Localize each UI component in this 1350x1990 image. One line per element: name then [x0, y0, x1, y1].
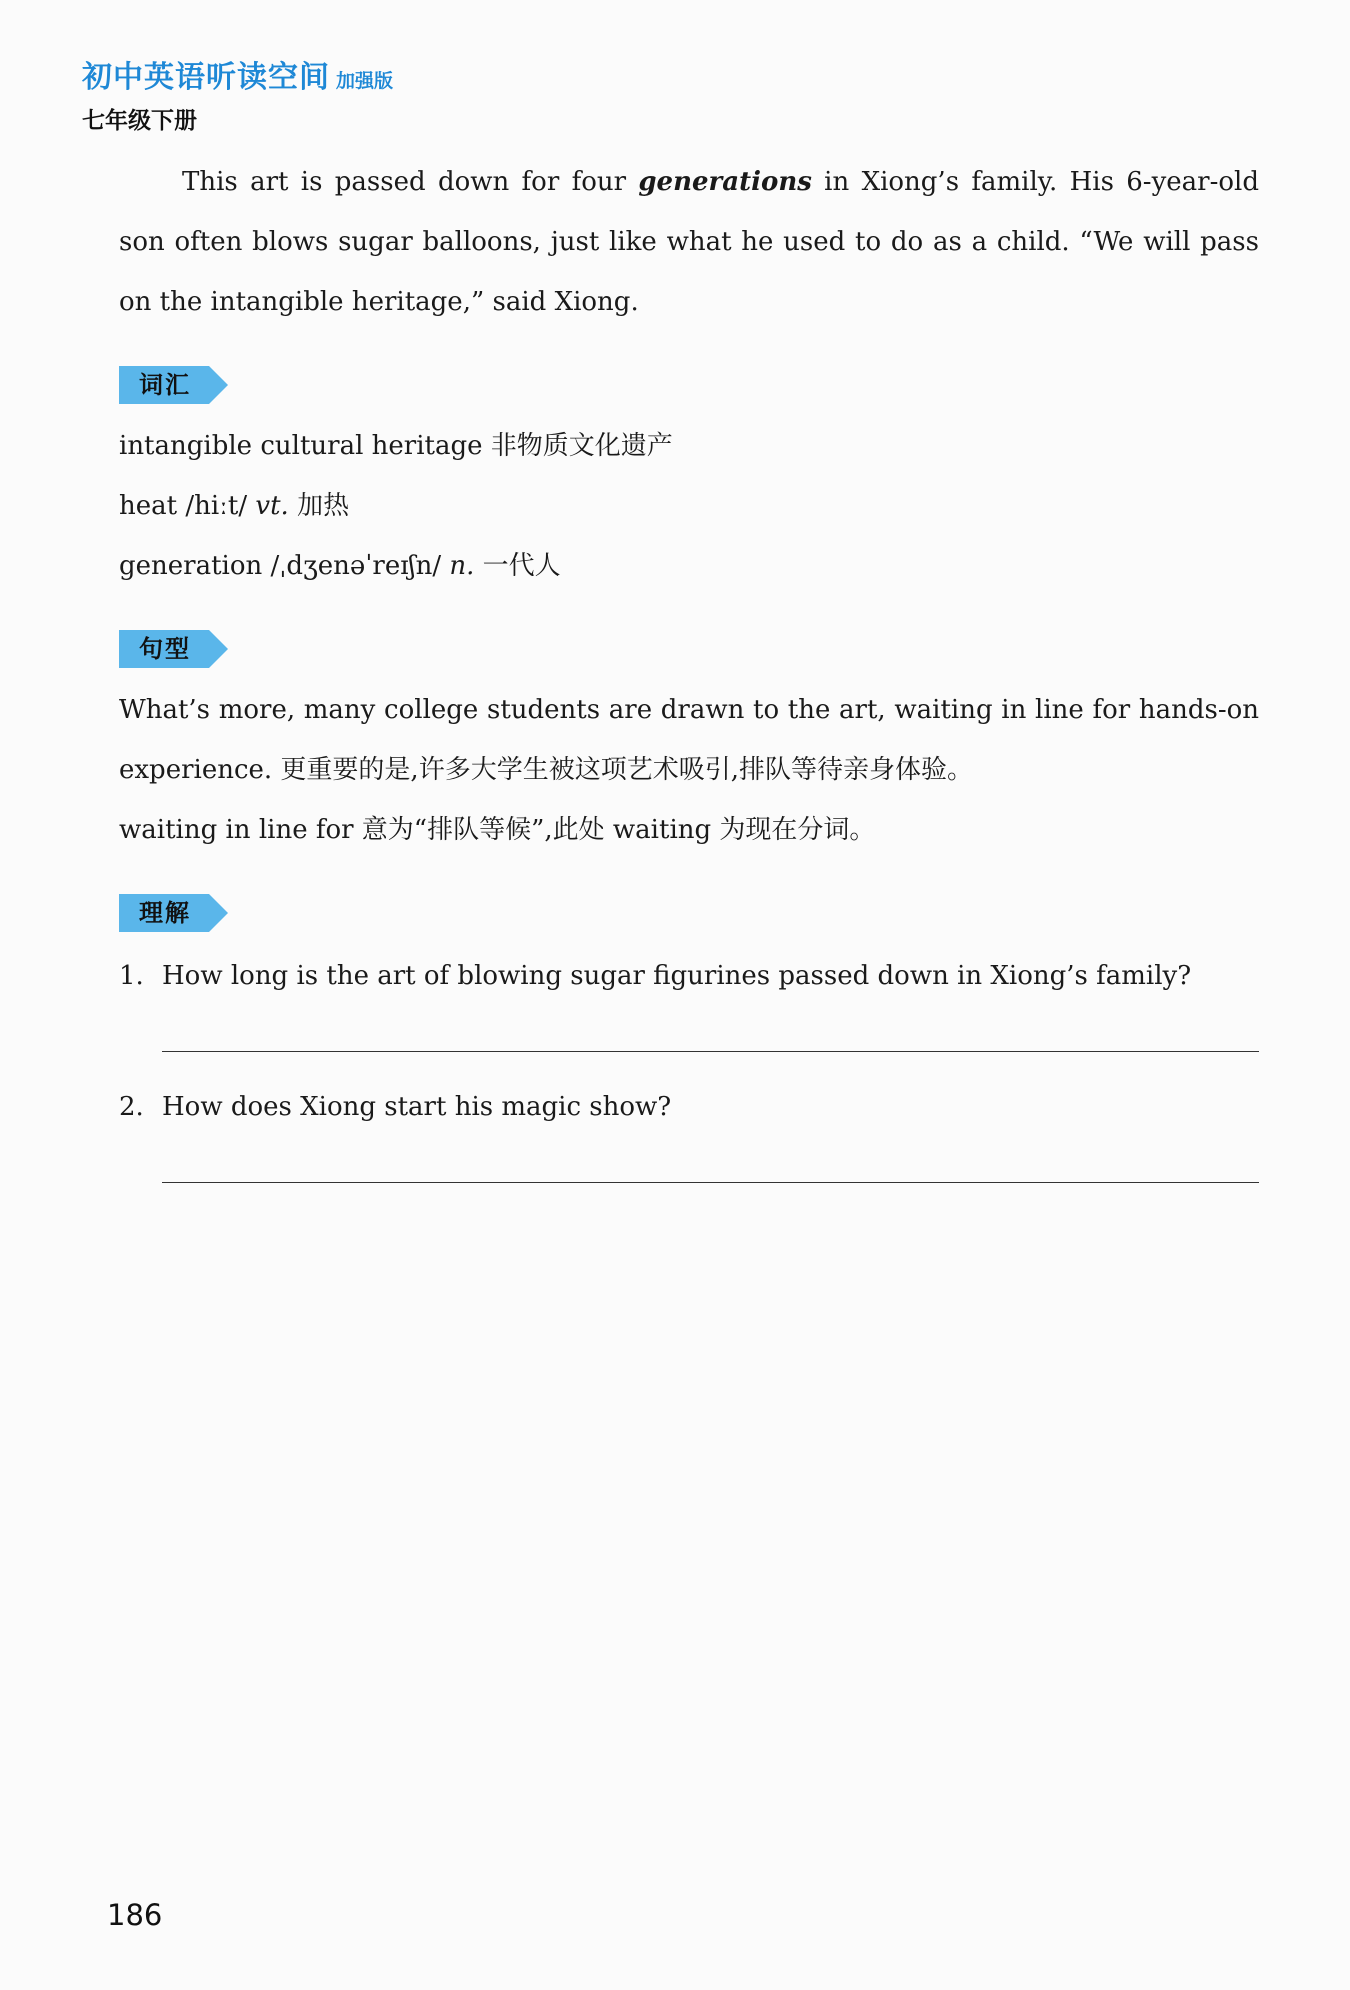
question-text: How long is the art of blowing sugar figurines passed down in Xiong’s family?	[162, 961, 1192, 991]
question-text: How does Xiong start his magic show?	[162, 1092, 672, 1122]
vocab-item-generation	[119, 536, 1259, 596]
vocab-pos: n.	[449, 551, 475, 581]
answer-line-1[interactable]	[162, 1049, 1259, 1052]
question-number: 2.	[119, 1092, 144, 1122]
comprehension-section	[119, 894, 1259, 1183]
vocab-meaning: 加热	[288, 491, 350, 521]
series-edition: 加强版	[336, 70, 394, 92]
sentence-pattern-note: waiting in line for 意为“排队等候”,此处 waiting 为现在分词。	[119, 815, 876, 845]
vocabulary-tag: 词汇	[119, 366, 209, 404]
vocab-word: generation /ˌdʒenəˈreɪʃn/	[119, 551, 450, 581]
page-header	[82, 52, 393, 135]
vocab-item-heat	[119, 476, 1259, 536]
question-number: 1.	[119, 961, 144, 991]
sentence-pattern-section	[119, 630, 1259, 860]
series-title-text: 初中英语听读空间	[82, 60, 330, 95]
page-content	[119, 152, 1259, 1183]
vocab-meaning: 一代人	[474, 551, 561, 581]
vocab-word: heat /hiːt/	[119, 491, 256, 521]
question-1	[119, 956, 1259, 996]
sentence-pattern-tag: 句型	[119, 630, 209, 668]
question-2	[119, 1087, 1259, 1127]
grade-label: 七年级下册	[82, 108, 197, 134]
sentence-pattern-text: What’s more, many college students are drawn to the art, waiting in line for hands-on experience. 更重要的是,许多大学生被这项艺术吸引,排队等待亲身体验。	[119, 695, 1259, 785]
vocab-item-heritage: intangible cultural heritage 非物质文化遗产	[119, 431, 673, 461]
series-title	[82, 52, 393, 96]
passage-keyword: generations	[638, 167, 812, 197]
vocabulary-section	[119, 366, 1259, 596]
comprehension-tag: 理解	[119, 894, 209, 932]
passage-text-end: in Xiong’s family. His 6-year-old son often blows sugar balloons, just like what he used to do as a child. “We will pass on the intangible heritage,” said Xiong.	[119, 167, 1259, 317]
page-number: 186	[107, 1898, 163, 1932]
vocab-pos: vt.	[255, 491, 289, 521]
passage-paragraph	[119, 152, 1259, 332]
passage-text-start: This art is passed down for four	[182, 167, 639, 197]
answer-line-2[interactable]	[162, 1180, 1259, 1183]
